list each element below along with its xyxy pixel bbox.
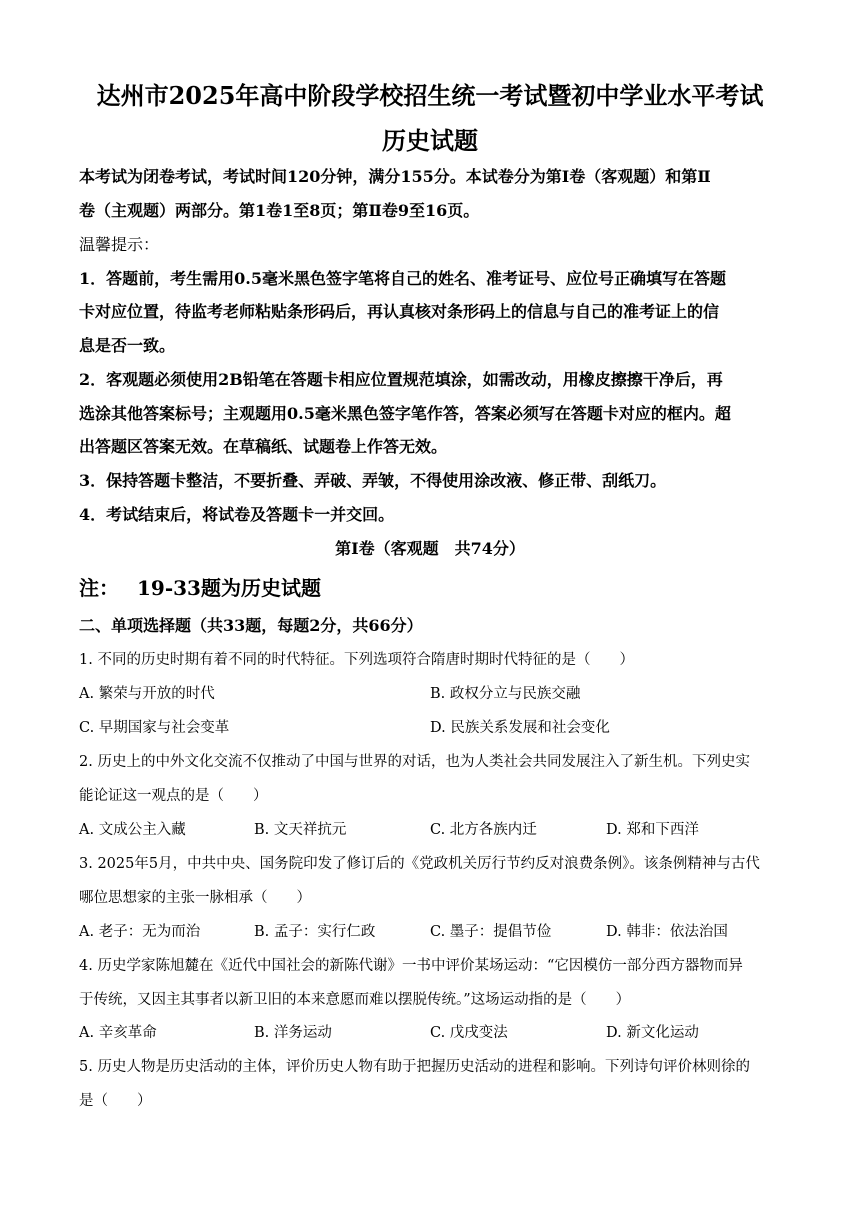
note-text: 19-33题为历史试题 xyxy=(137,576,321,600)
question-3-option-a: A. 老子：无为而治 xyxy=(79,924,201,940)
tip-2-line-3: 出答题区答案无效。在草稿纸、试题卷上作答无效。 xyxy=(79,437,448,456)
tip-2-line-1: 2．客观题必须使用2B铅笔在答题卡相应位置规范填涂，如需改动，用橡皮擦擦干净后，再 xyxy=(79,370,723,389)
question-3-option-b: B. 孟子：实行仁政 xyxy=(254,924,376,940)
question-2-option-c: C. 北方各族内迁 xyxy=(430,822,537,838)
exam-subtitle: 历史试题 xyxy=(382,126,478,155)
question-1-option-b: B. 政权分立与民族交融 xyxy=(430,686,581,702)
question-1-option-a: A. 繁荣与开放的时代 xyxy=(79,686,215,702)
question-5-stem-2: 是（ ） xyxy=(79,1093,152,1109)
question-4-stem-1: 4. 历史学家陈旭麓在《近代中国社会的新陈代谢》一书中评价某场运动：“它因模仿一部分西方器物而异 xyxy=(79,958,743,974)
question-3-option-d: D. 韩非：依法治国 xyxy=(606,924,728,940)
question-4-option-a: A. 辛亥革命 xyxy=(79,1025,157,1041)
tip-3: 3．保持答题卡整洁，不要折叠、弄破、弄皱，不得使用涂改液、修正带、刮纸刀。 xyxy=(79,471,667,490)
question-2-option-a: A. 文成公主入藏 xyxy=(79,822,186,838)
question-1-stem: 1. 不同的历史时期有着不同的时代特征。下列选项符合隋唐时期时代特征的是（ ） xyxy=(79,652,634,668)
tips-label: 温馨提示： xyxy=(79,235,160,254)
tip-1-line-3: 息是否一致。 xyxy=(79,336,176,355)
question-5-stem-1: 5. 历史人物是历史活动的主体，评价历史人物有助于把握历史活动的进程和影响。下列诗句评价林则徐的 xyxy=(79,1059,750,1075)
question-1-option-c: C. 早期国家与社会变革 xyxy=(79,720,230,736)
tip-1-line-1: 1．答题前，考生需用0.5毫米黑色签字笔将自己的姓名、准考证号、应位号正确填写在答题 xyxy=(79,269,726,288)
intro-line-1: 本考试为闭卷考试，考试时间120分钟，满分155分。本试卷分为第Ⅰ卷（客观题）和第Ⅱ xyxy=(79,167,711,186)
question-2-option-b: B. 文天祥抗元 xyxy=(254,822,347,838)
question-2-stem-1: 2. 历史上的中外文化交流不仅推动了中国与世界的对话，也为人类社会共同发展注入了新生机。下列史实 xyxy=(79,754,750,770)
question-1-option-d: D. 民族关系发展和社会变化 xyxy=(430,720,610,736)
tip-2-line-2: 选涂其他答案标号；主观题用0.5毫米黑色签字笔作答，答案必须写在答题卡对应的框内。超 xyxy=(79,404,731,423)
intro-line-2: 卷（主观题）两部分。第1卷1至8页；第Ⅱ卷9至16页。 xyxy=(79,201,480,220)
question-3-option-c: C. 墨子：提倡节俭 xyxy=(430,924,552,940)
note-label: 注： xyxy=(79,576,119,600)
question-4-stem-2: 于传统，又因主其事者以新卫旧的本来意愿而难以摆脱传统。”这场运动指的是（ ） xyxy=(79,992,631,1008)
question-2-option-d: D. 郑和下西洋 xyxy=(606,822,699,838)
question-2-stem-2: 能论证这一观点的是（ ） xyxy=(79,788,268,804)
question-4-option-b: B. 洋务运动 xyxy=(254,1025,332,1041)
subject-note xyxy=(79,572,321,601)
question-3-stem-2: 哪位思想家的主张一脉相承（ ） xyxy=(79,890,311,906)
question-4-option-d: D. 新文化运动 xyxy=(606,1025,699,1041)
tip-4: 4．考试结束后，将试卷及答题卡一并交回。 xyxy=(79,505,395,524)
tip-1-line-2: 卡对应位置，待监考老师粘贴条形码后，再认真核对条形码上的信息与自己的准考证上的信 xyxy=(79,302,720,321)
part-1-heading: 第Ⅰ卷（客观题 共74分） xyxy=(335,539,525,558)
question-3-stem-1: 3. 2025年5月，中共中央、国务院印发了修订后的《党政机关厉行节约反对浪费条例》。该条例精神与古代 xyxy=(79,856,760,872)
exam-title: 达州市2025年高中阶段学校招生统一考试暨初中学业水平考试 xyxy=(96,81,764,110)
question-4-option-c: C. 戊戌变法 xyxy=(430,1025,508,1041)
section-title: 二、单项选择题（共33题，每题2分，共66分） xyxy=(79,616,423,635)
